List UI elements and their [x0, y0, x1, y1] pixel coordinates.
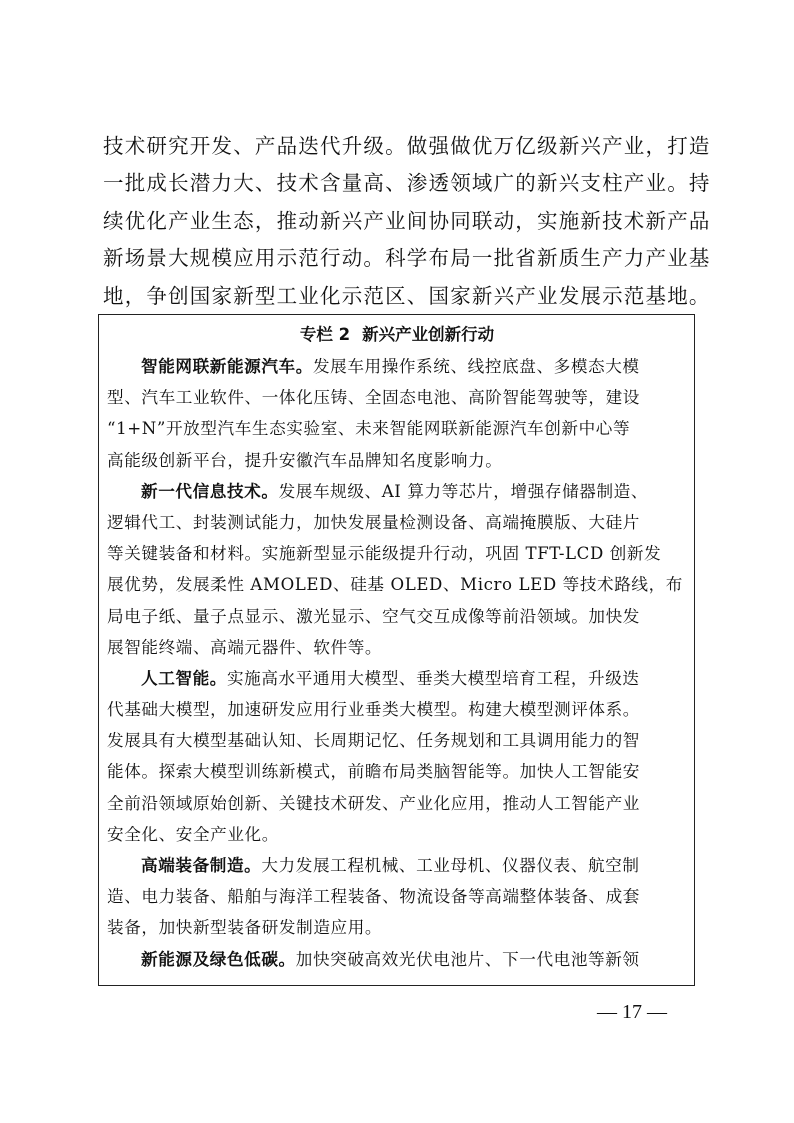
- section-heading: 新能源及绿色低碳。: [141, 949, 296, 969]
- section-text: 能体。探索大模型训练新模式，前瞻布局类脑智能等。加快人工智能安: [107, 762, 641, 782]
- section-text: 全前沿领域原始创新、关键技术研发、产业化应用，推动人工智能产业: [107, 793, 641, 813]
- intro-line: 地，争创国家新型工业化示范区、国家新兴产业发展示范基地。: [103, 283, 711, 308]
- section-text: 发展车规级、AI 算力等芯片，增强存储器制造、: [278, 481, 649, 501]
- section-text: 发展车用操作系统、线控底盘、多模态大模: [312, 357, 640, 376]
- section-heading: 智能网联新能源汽车。: [141, 357, 313, 376]
- intro-line: 技术研究开发、产品迭代升级。做强做优万亿级新兴产业，打造: [103, 134, 711, 158]
- feature-box-content: [107, 319, 687, 975]
- feature-box: [98, 314, 695, 986]
- intro-line: 续优化产业生态，推动新兴产业间协同联动，实施新技术新产品: [103, 208, 711, 233]
- box-title-text: 新兴产业创新行动: [362, 325, 495, 344]
- page-number: — 17 —: [597, 1001, 667, 1023]
- section-text: 高能级创新平台，提升安徽汽车品牌知名度影响力。: [107, 450, 503, 470]
- section-text: 实施高水平通用大模型、垂类大模型培育工程，升级迭: [226, 668, 640, 688]
- section-text: 等关键装备和材料。实施新型显示能级提升行动，巩固 TFT-LCD 创新发: [107, 544, 662, 564]
- section-text: 型、汽车工业软件、一体化压铸、全固态电池、高阶智能驾驶等，建设: [107, 388, 641, 408]
- section-text: 展优势，发展柔性 AMOLED、硅基 OLED、Micro LED 等技术路线，布: [107, 575, 683, 595]
- intro-line: 新场景大规模应用示范行动。科学布局一批省新质生产力产业基: [103, 246, 711, 271]
- section-text: 安全化、安全产业化。: [107, 824, 279, 844]
- section-heading: 新一代信息技术。: [141, 481, 279, 501]
- section-equipment: [107, 850, 687, 944]
- section-text: 局电子纸、量子点显示、激光显示、空气交互成像等前沿领域。加快发: [107, 606, 641, 626]
- section-text: “1+N”开放型汽车生态实验室、未来智能网联新能源汽车创新中心等: [107, 419, 631, 439]
- section-energy: [107, 944, 687, 975]
- box-title: [107, 319, 687, 351]
- section-text: 代基础大模型，加速研发应用行业垂类大模型。构建大模型测评体系。: [107, 700, 641, 720]
- section-text: 装备，加快新型装备研发制造应用。: [107, 918, 383, 938]
- section-it: [107, 476, 687, 663]
- section-text: 造、电力装备、船舶与海洋工程装备、物流设备等高端整体装备、成套: [107, 887, 641, 907]
- section-heading: 高端装备制造。: [141, 856, 262, 875]
- section-text: 展智能终端、高端元器件、软件等。: [107, 637, 383, 657]
- box-label: 专栏 2: [299, 325, 351, 344]
- section-text: 发展具有大模型基础认知、长周期记忆、任务规划和工具调用能力的智: [107, 731, 641, 751]
- section-auto: [107, 351, 687, 476]
- section-text: 逻辑代工、封装测试能力，加快发展量检测设备、高端掩膜版、大硅片: [107, 512, 641, 532]
- section-text: 加快突破高效光伏电池片、下一代电池等新领: [295, 949, 640, 969]
- section-text: 大力发展工程机械、工业母机、仪器仪表、航空制: [261, 856, 640, 875]
- section-ai: [107, 663, 687, 850]
- intro-line: 一批成长潜力大、技术含量高、渗透领域广的新兴支柱产业。持: [103, 171, 711, 196]
- section-heading: 人工智能。: [141, 668, 227, 688]
- intro-paragraph: [103, 128, 711, 315]
